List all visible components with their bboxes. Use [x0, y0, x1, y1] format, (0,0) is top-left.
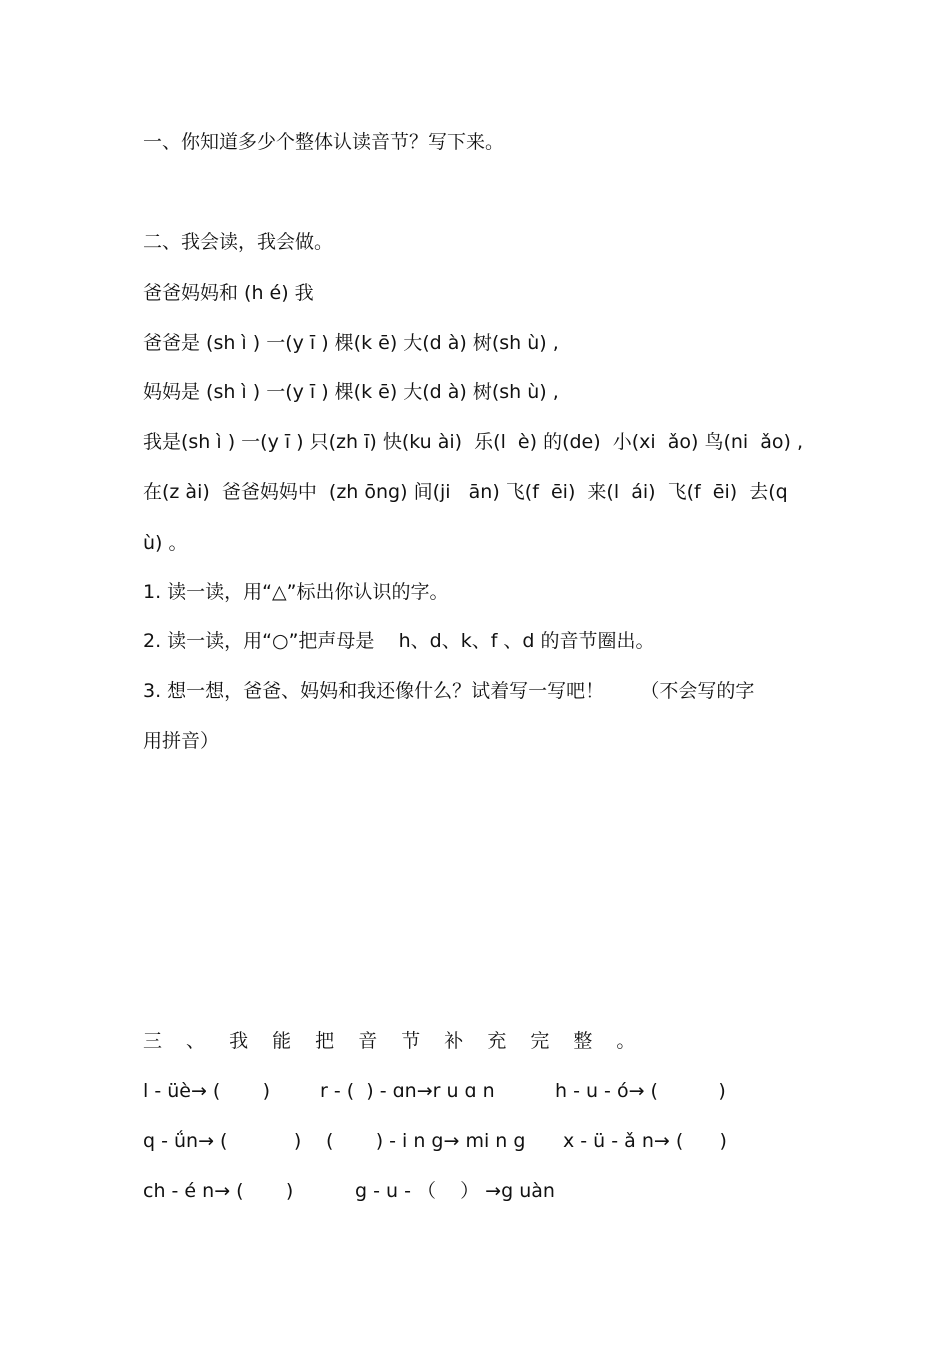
- exercise-item: x - ü - ǎ n→ ( ): [563, 1130, 727, 1152]
- poem-line-2: 妈妈是 (sh ì ) 一(y ī ) 棵(k ē) 大(d à) 树(sh ù) ,: [143, 381, 559, 403]
- exercise-item: ( ) - i n g→ mi n g: [326, 1130, 526, 1152]
- exercise-row: [143, 1078, 726, 1104]
- exercise-item: h - u - ó→ ( ): [555, 1080, 726, 1102]
- exercise-item: q - ǘn→ ( ): [143, 1130, 302, 1152]
- section3-heading: 三 、 我 能 把 音 节 补 充 完 整 。: [143, 1030, 645, 1052]
- task-1: 1. 读一读，用“△”标出你认识的字。: [143, 581, 449, 603]
- section2-heading: 二、我会读，我会做。: [143, 231, 334, 253]
- poem-line-1: 爸爸是 (sh ì ) 一(y ī ) 棵(k ē) 大(d à) 树(sh ù) ,: [143, 332, 559, 354]
- exercise-item: l - üè→ ( ): [143, 1080, 271, 1102]
- poem-line-3: 我是(sh ì ) 一(y ī ) 只(zh ī) 快(ku ài) 乐(l è) 的(de) 小(xi ǎo) 鸟(ni ǎo) ,: [143, 431, 804, 453]
- exercise-row: [143, 1128, 727, 1154]
- exercise-item: r - ( ) - ɑn→r u ɑ n: [320, 1080, 495, 1102]
- poem-title: 爸爸妈妈和 (h é) 我: [143, 282, 314, 304]
- task-3-continuation: 用拼音）: [143, 730, 220, 752]
- poem-line-5: ù) 。: [143, 532, 188, 554]
- exercise-item: g - u - （ ） →g uàn: [355, 1180, 555, 1202]
- task-3: 3. 想一想，爸爸、妈妈和我还像什么？试着写一写吧！ （不会写的字: [143, 680, 755, 702]
- task-2: 2. 读一读，用“○”把声母是 h、d、k、f 、d 的音节圈出。: [143, 630, 655, 652]
- poem-line-4: 在(z ài) 爸爸妈妈中 (zh ōng) 间(ji ān) 飞(f ēi) 来(l ái) 飞(f ēi) 去(q: [143, 481, 788, 503]
- exercise-row: [143, 1178, 555, 1204]
- section1-heading: 一、你知道多少个整体认读音节？写下来。: [143, 131, 505, 153]
- exercise-item: ch - é n→ ( ): [143, 1180, 294, 1202]
